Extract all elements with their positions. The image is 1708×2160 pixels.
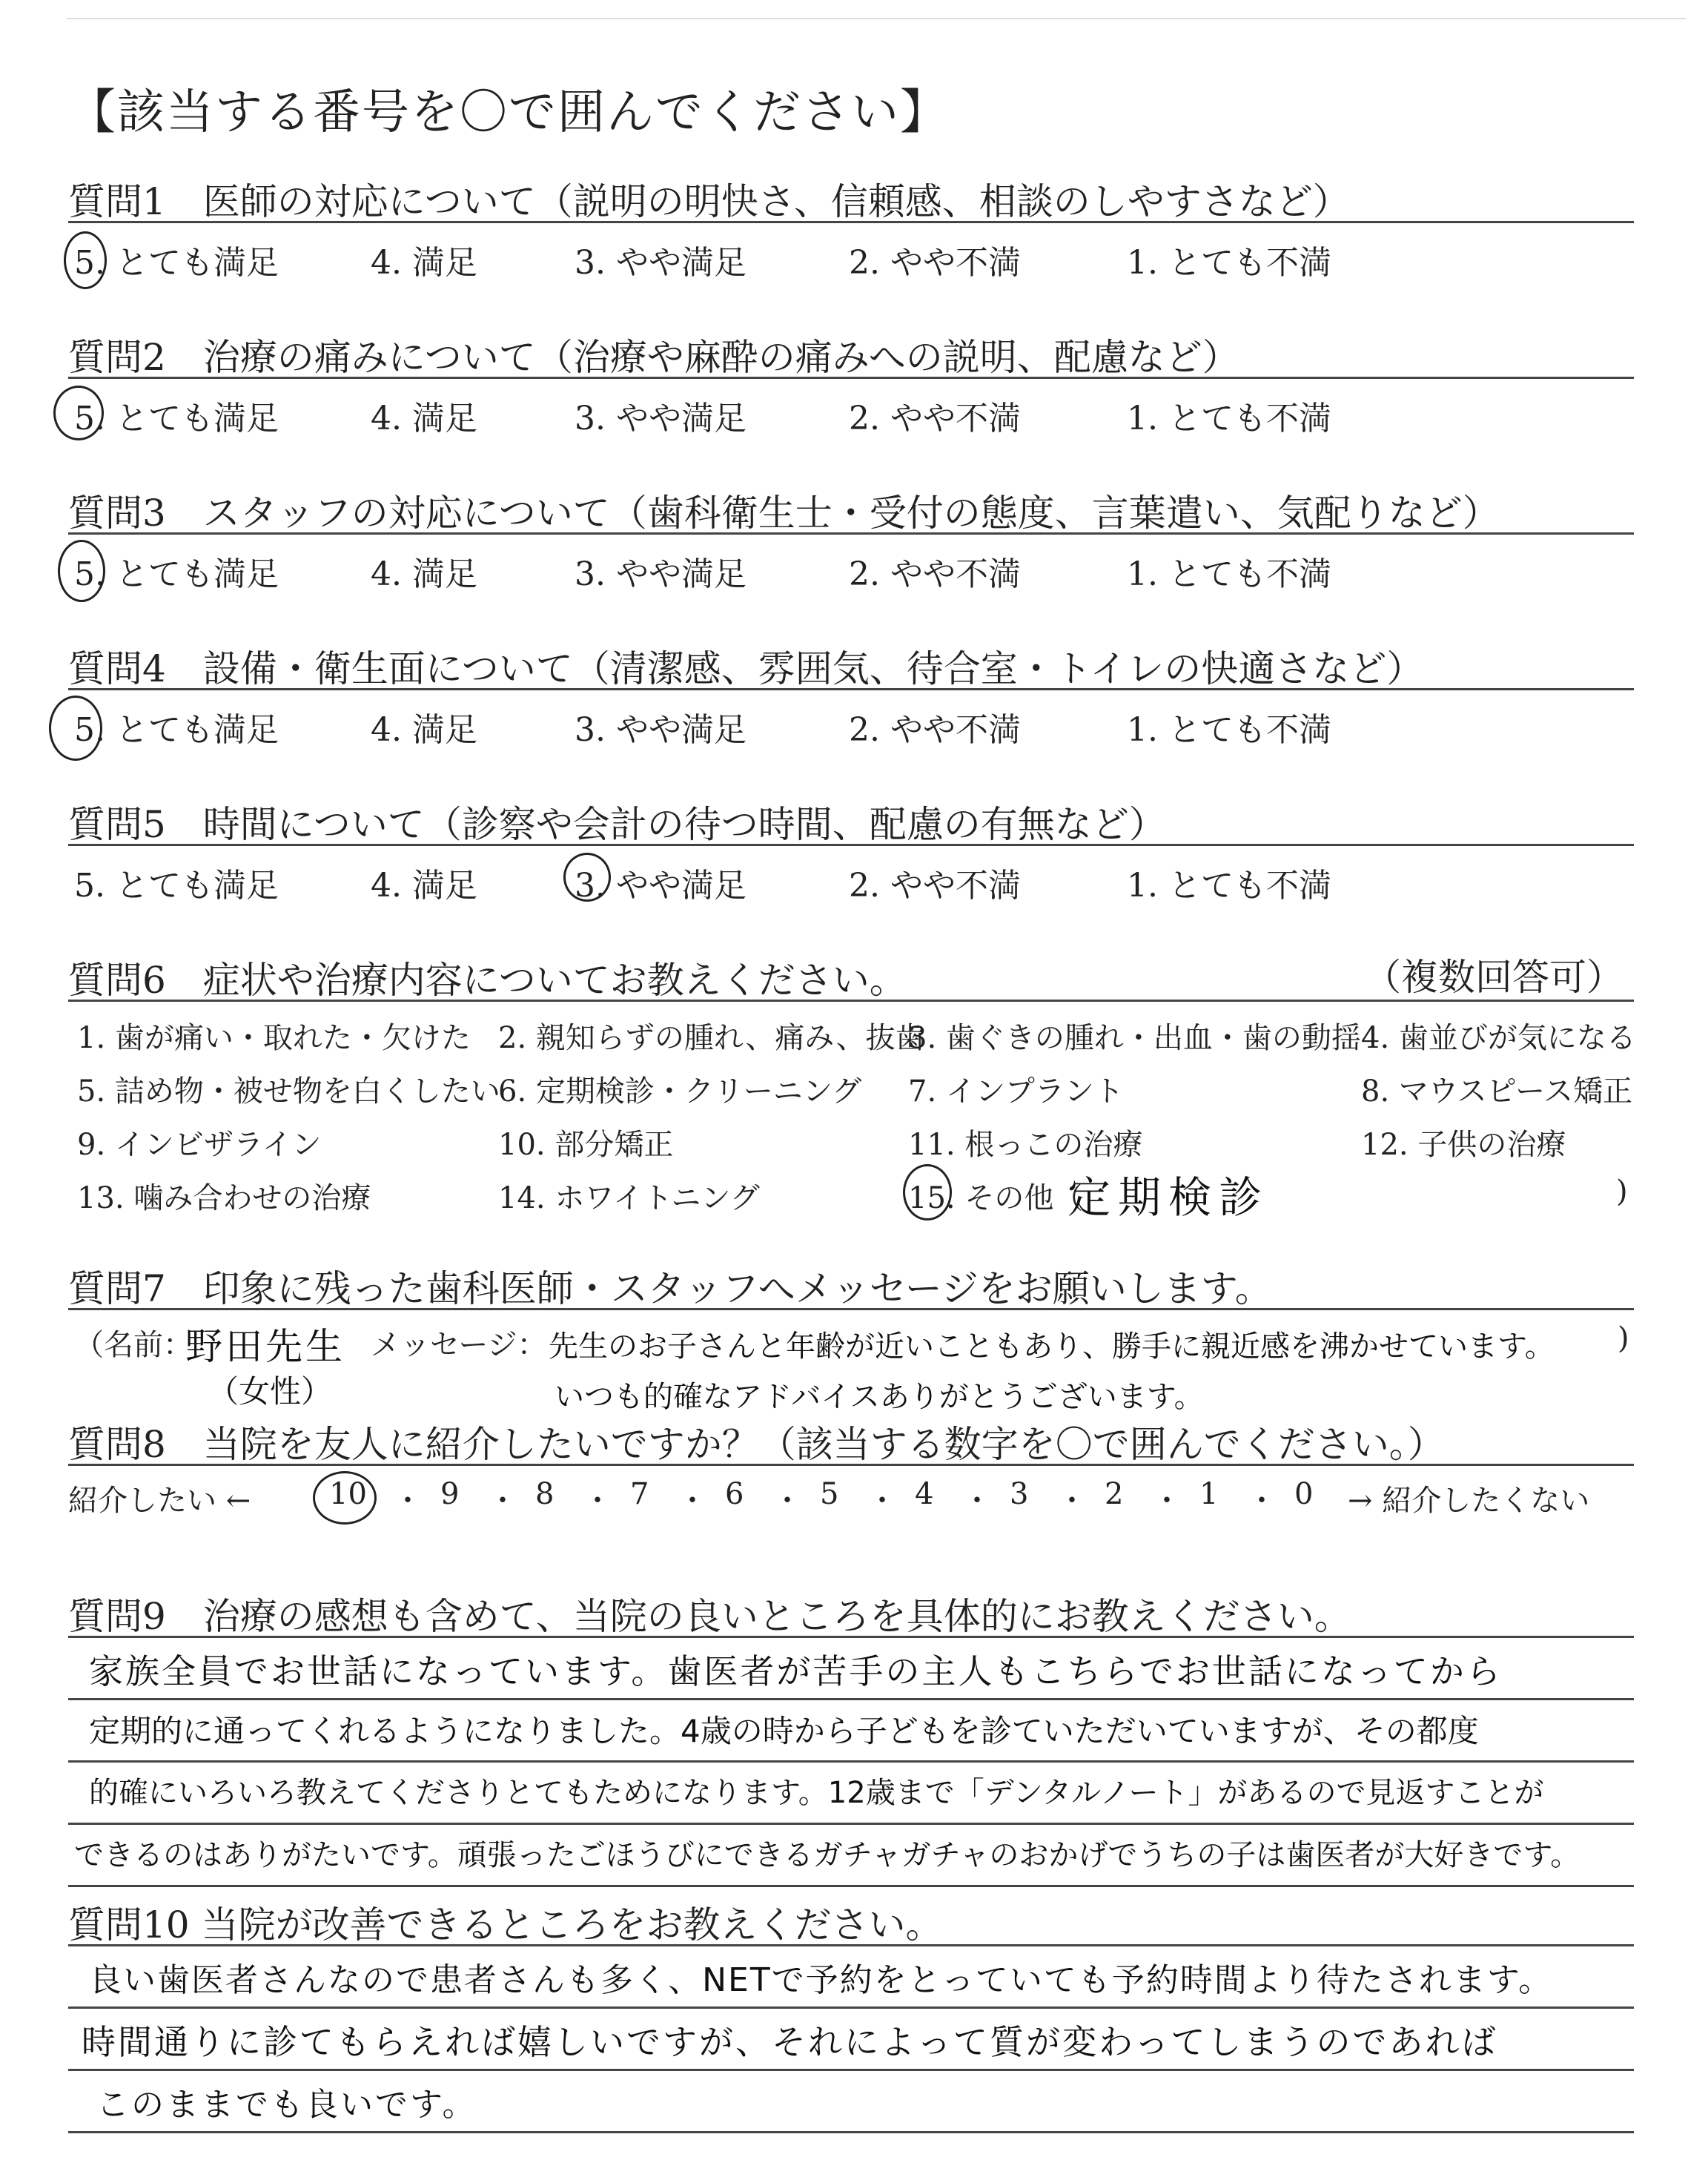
- q6-option-6[interactable]: 6. 定期検診・クリーニング: [498, 1074, 862, 1109]
- q8-right-label: → 紹介したくない: [1348, 1484, 1590, 1518]
- q9-answer-line-4[interactable]: できるのはありがたいです。頑張ったごほうびにできるガチャガチャのおかげでうちの子は歯医者が大好きです。: [74, 1838, 1580, 1872]
- q6-option-9[interactable]: 9. インビザライン: [77, 1128, 322, 1162]
- q8-score-3[interactable]: 3: [1010, 1477, 1029, 1511]
- q6-option-12[interactable]: 12. 子供の治療: [1361, 1128, 1566, 1162]
- q6-option-14[interactable]: 14. ホワイトニング: [498, 1181, 760, 1215]
- q2-option-4[interactable]: 4. 満足: [371, 400, 477, 437]
- q2-option-2[interactable]: 2. やや不満: [849, 400, 1021, 437]
- question-7-label: 質問7 印象に残った歯科医師・スタッフへメッセージをお願いします。: [68, 1267, 1272, 1310]
- q8-dot: ・: [962, 1484, 992, 1518]
- answer-line: [68, 1823, 1634, 1825]
- q8-dot: ・: [583, 1484, 612, 1518]
- q10-answer-line-3[interactable]: このままでも良いです。: [96, 2086, 477, 2124]
- q6-option-11[interactable]: 11. 根っこの治療: [908, 1128, 1143, 1162]
- q6-option-5[interactable]: 5. 詰め物・被せ物を白くしたい: [77, 1074, 500, 1109]
- q5-option-2[interactable]: 2. やや不満: [849, 867, 1021, 905]
- q6-other-close: ): [1616, 1175, 1628, 1209]
- q10-answer-line-1[interactable]: 良い歯医者さんなので患者さんも多く、NETで予約をとっていても予約時間より待たされます。: [89, 1961, 1553, 1999]
- q8-score-4[interactable]: 4: [915, 1477, 934, 1511]
- q1-option-5[interactable]: 5. とても満足: [74, 244, 279, 282]
- question-5-label: 質問5 時間について（診察や会計の待つ時間、配慮の有無など）: [68, 803, 1166, 846]
- question-2-label: 質問2 治療の痛みについて（治療や麻酔の痛みへの説明、配慮など）: [68, 336, 1239, 379]
- q7-message-line-1[interactable]: 先生のお子さんと年齢が近いこともあり、勝手に親近感を沸かせています。: [549, 1330, 1555, 1364]
- question-9-label: 質問9 治療の感想も含めて、当院の良いところを具体的にお教えください。: [68, 1595, 1351, 1638]
- q8-score-10[interactable]: 10: [329, 1477, 367, 1511]
- q8-dot: ・: [678, 1484, 707, 1518]
- q8-score-7[interactable]: 7: [630, 1477, 649, 1511]
- q2-option-1[interactable]: 1. とても不満: [1127, 400, 1331, 437]
- question-3-label: 質問3 スタッフの対応について（歯科衛生士・受付の態度、言葉遣い、気配りなど）: [68, 492, 1500, 535]
- q1-option-1[interactable]: 1. とても不満: [1127, 244, 1331, 282]
- q5-option-3[interactable]: 3. やや満足: [575, 867, 747, 905]
- question-6-rule: [68, 1000, 1634, 1002]
- q8-dot: ・: [1152, 1484, 1182, 1518]
- q1-option-2[interactable]: 2. やや不満: [849, 244, 1021, 282]
- question-1-label: 質問1 医師の対応について（説明の明快さ、信頼感、相談のしやすさなど）: [68, 180, 1350, 223]
- q5-option-5[interactable]: 5. とても満足: [74, 867, 279, 905]
- q7-close: ): [1618, 1321, 1629, 1355]
- q5-option-4[interactable]: 4. 満足: [371, 867, 477, 905]
- q6-option-15[interactable]: 15. その他（: [908, 1181, 1084, 1215]
- question-6-label: 質問6 症状や治療内容についてお教えください。: [68, 959, 907, 1002]
- q8-score-6[interactable]: 6: [725, 1477, 744, 1511]
- q8-score-1[interactable]: 1: [1199, 1477, 1219, 1511]
- q6-option-4[interactable]: 4. 歯並びが気になる: [1361, 1021, 1636, 1055]
- q9-answer-line-1[interactable]: 家族全員でお世話になっています。歯医者が苦手の主人もこちらでお世話になってから: [89, 1651, 1503, 1691]
- q10-answer-line-2[interactable]: 時間通りに診てもらえれば嬉しいですが、それによって質が変わってしまうのであれば: [82, 2022, 1498, 2062]
- question-1-rule: [68, 221, 1634, 223]
- q7-message-line-2[interactable]: いつも的確なアドバイスありがとうございます。: [555, 1380, 1204, 1414]
- q2-option-3[interactable]: 3. やや満足: [575, 400, 747, 437]
- question-6-note: （複数回答可）: [1364, 956, 1623, 999]
- question-4-label: 質問4 設備・衛生面について（清潔感、雰囲気、待合室・トイレの快適さなど）: [68, 647, 1424, 690]
- answer-line: [68, 2007, 1634, 2009]
- q2-option-5[interactable]: 5. とても満足: [74, 400, 279, 437]
- question-3-rule: [68, 532, 1634, 535]
- q6-option-8[interactable]: 8. マウスピース矯正: [1361, 1074, 1633, 1109]
- answer-line: [68, 2069, 1634, 2071]
- q1-option-3[interactable]: 3. やや満足: [575, 244, 747, 282]
- q7-name[interactable]: 野田先生: [185, 1325, 345, 1368]
- q3-option-4[interactable]: 4. 満足: [371, 555, 477, 593]
- q8-dot: ・: [1247, 1484, 1277, 1518]
- q6-option-1[interactable]: 1. 歯が痛い・取れた・欠けた: [77, 1021, 471, 1055]
- q9-answer-line-3[interactable]: 的確にいろいろ教えてくださりとてもためになります。12歳まで「デンタルノート」があるので見返すことが: [89, 1776, 1544, 1810]
- question-8-rule: [68, 1464, 1634, 1466]
- q9-answer-line-2[interactable]: 定期的に通ってくれるようになりました。4歳の時から子どもを診ていただいていますが、その都度: [89, 1713, 1479, 1749]
- q8-score-0[interactable]: 0: [1294, 1477, 1314, 1511]
- q3-option-3[interactable]: 3. やや満足: [575, 555, 747, 593]
- q4-option-4[interactable]: 4. 満足: [371, 711, 477, 749]
- q8-score-8[interactable]: 8: [535, 1477, 555, 1511]
- q3-option-2[interactable]: 2. やや不満: [849, 555, 1021, 593]
- q8-dot: ・: [772, 1484, 802, 1518]
- q4-option-3[interactable]: 3. やや満足: [575, 711, 747, 749]
- question-5-rule: [68, 844, 1634, 846]
- page-title: 【該当する番号を〇で囲んでください】: [68, 85, 949, 140]
- q5-option-1[interactable]: 1. とても不満: [1127, 867, 1331, 905]
- q6-option-2[interactable]: 2. 親知らずの腫れ、痛み、抜歯: [498, 1021, 925, 1055]
- q8-score-9[interactable]: 9: [440, 1477, 460, 1511]
- answer-line: [68, 2131, 1634, 2133]
- answer-line: [68, 1885, 1634, 1887]
- question-4-rule: [68, 688, 1634, 690]
- q8-score-5[interactable]: 5: [820, 1477, 839, 1511]
- q3-option-5[interactable]: 5. とても満足: [74, 555, 279, 593]
- q3-option-1[interactable]: 1. とても不満: [1127, 555, 1331, 593]
- q6-option-7[interactable]: 7. インプラント: [908, 1074, 1124, 1109]
- q6-option-3[interactable]: 3. 歯ぐきの腫れ・出血・歯の動揺: [908, 1021, 1361, 1055]
- question-10-label: 質問10 当院が改善できるところをお教えください。: [68, 1903, 943, 1946]
- q4-option-1[interactable]: 1. とても不満: [1127, 711, 1331, 749]
- q8-left-label: 紹介したい ←: [68, 1484, 251, 1518]
- q8-dot: ・: [393, 1484, 423, 1518]
- q1-option-4[interactable]: 4. 満足: [371, 244, 477, 282]
- q7-message-label: メッセージ：: [371, 1328, 547, 1362]
- question-2-rule: [68, 377, 1634, 379]
- q8-score-2[interactable]: 2: [1105, 1477, 1124, 1511]
- q8-dot: ・: [1057, 1484, 1087, 1518]
- q7-name-label: （名前：: [74, 1328, 193, 1362]
- q4-option-5[interactable]: 5. とても満足: [74, 711, 279, 749]
- q6-option-10[interactable]: 10. 部分矯正: [498, 1128, 674, 1162]
- question-7-rule: [68, 1308, 1634, 1310]
- top-border: [67, 18, 1686, 19]
- q8-dot: ・: [867, 1484, 897, 1518]
- question-8-label: 質問8 当院を友人に紹介したいですか？（該当する数字を〇で囲んでください。）: [68, 1423, 1445, 1466]
- q8-dot: ・: [488, 1484, 517, 1518]
- q4-option-2[interactable]: 2. やや不満: [849, 711, 1021, 749]
- q7-name-note: （女性）: [208, 1373, 333, 1410]
- question-10-rule: [68, 1944, 1634, 1946]
- q6-option-13[interactable]: 13. 噛み合わせの治療: [77, 1181, 371, 1215]
- answer-line: [68, 1698, 1634, 1700]
- answer-line: [68, 1760, 1634, 1763]
- q6-other-answer[interactable]: 定期検診: [1068, 1172, 1270, 1223]
- question-9-rule: [68, 1636, 1634, 1638]
